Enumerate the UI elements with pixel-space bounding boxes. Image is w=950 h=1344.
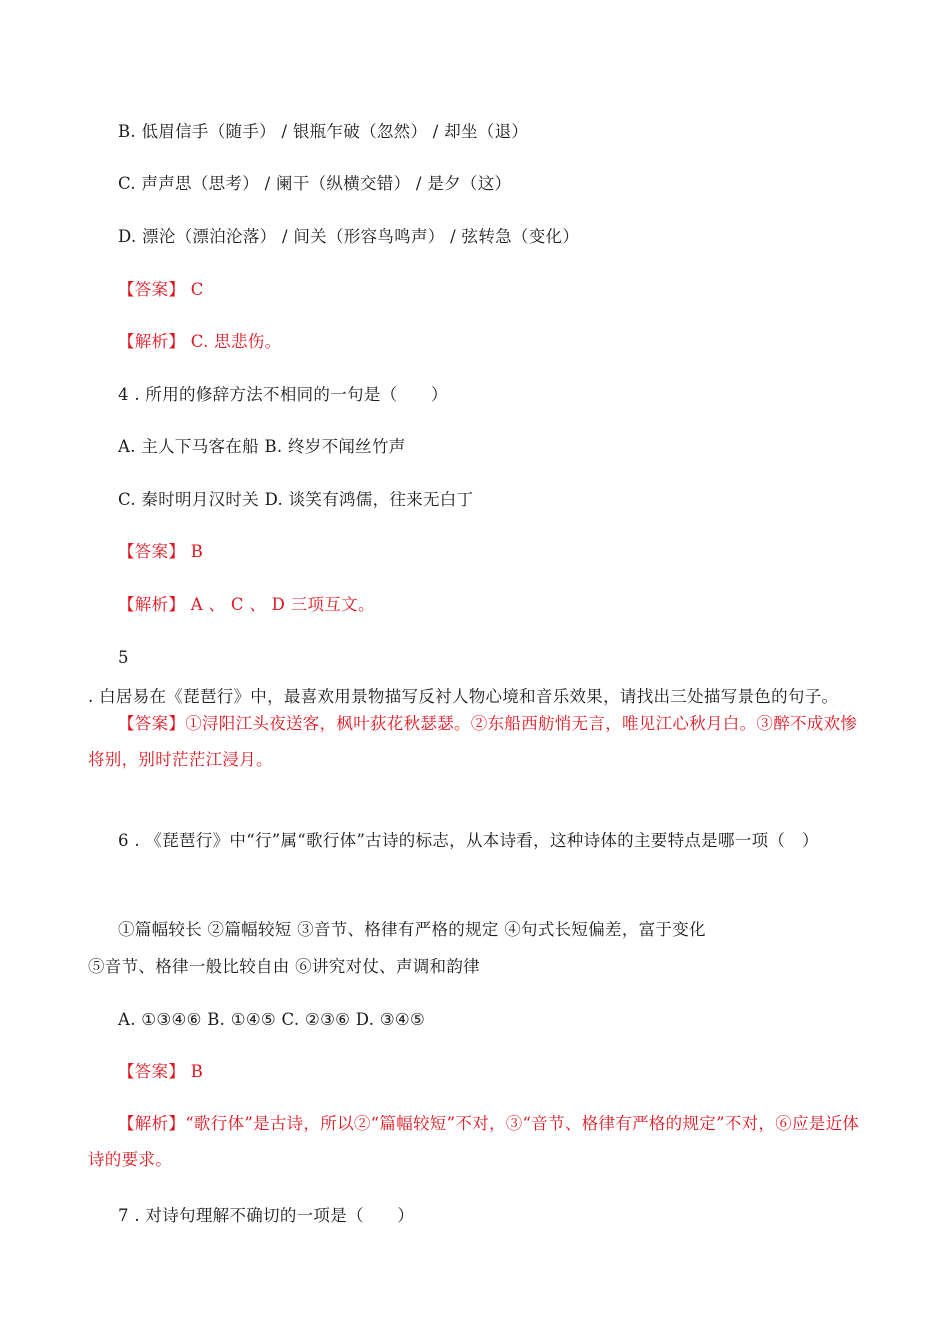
q3-answer: 【答案】 C <box>118 280 204 299</box>
q6-items-line2: ⑤音节、格律一般比较自由 ⑥讲究对仗、声调和韵律 <box>88 957 480 976</box>
q3-option-b: B. 低眉信手（随手） / 银瓶乍破（忽然） / 却坐（退） <box>118 122 529 141</box>
q6-items-line1: ①篇幅较长 ②篇幅较短 ③音节、格律有严格的规定 ④句式长短偏差，富于变化 <box>118 920 706 939</box>
q4-options-cd: C. 秦时明月汉时关 D. 谈笑有鸿儒，往来无白丁 <box>118 490 474 509</box>
q6-options: A. ①③④⑥ B. ①④⑤ C. ②③⑥ D. ③④⑤ <box>118 1010 426 1029</box>
q3-option-c: C. 声声思（思考） / 阑干（纵横交错） / 是夕（这） <box>118 174 512 193</box>
q6-answer: 【答案】 B <box>118 1062 204 1081</box>
q6-stem: 6 . 《琵琶行》中“行”属“歌行体”古诗的标志，从本诗看，这种诗体的主要特点是哪一项（ ） <box>118 831 819 850</box>
q5-answer: 【答案】①浔阳江头夜送客，枫叶荻花秋瑟瑟。②东船西舫悄无言，唯见江心秋月白。③醉不成欢惨将别，别时茫茫江浸月。 <box>88 714 858 769</box>
q4-stem: 4 . 所用的修辞方法不相同的一句是（ ） <box>118 385 448 404</box>
q3-analysis: 【解析】 C. 思悲伤。 <box>118 332 282 351</box>
q7-stem: 7 . 对诗句理解不确切的一项是（ ） <box>118 1206 415 1225</box>
q6-analysis: 【解析】“歌行体”是古诗，所以②“篇幅较短”不对，③“音节、格律有严格的规定”不对，⑥应是近体诗的要求。 <box>88 1114 860 1169</box>
q4-options-ab: A. 主人下马客在船 B. 终岁不闻丝竹声 <box>118 437 406 456</box>
q3-option-d: D. 漂沦（漂泊沦落） / 间关（形容鸟鸣声） / 弦转急（变化） <box>118 227 580 246</box>
q4-answer: 【答案】 B <box>118 542 204 561</box>
q4-analysis: 【解析】 A 、 C 、 D 三项互文。 <box>118 595 375 614</box>
q5-number: 5 <box>118 648 129 667</box>
q5-stem: . 白居易在《琵琶行》中，最喜欢用景物描写反衬人物心境和音乐效果，请找出三处描写景色的句子。 <box>88 687 839 706</box>
